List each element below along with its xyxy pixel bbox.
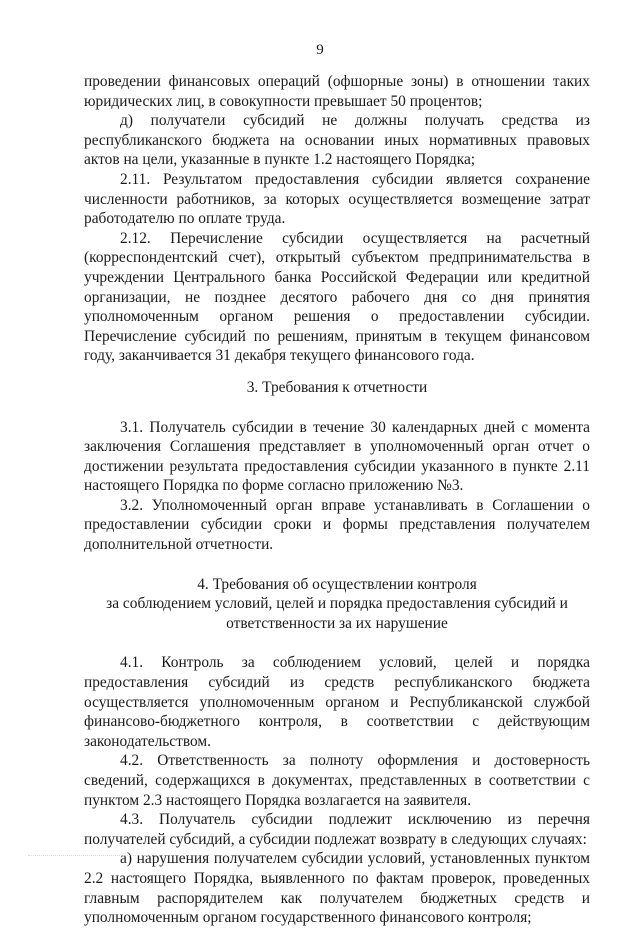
section-4-heading-line-3: ответственности за их нарушение <box>226 614 448 632</box>
document-body <box>84 72 590 928</box>
paragraph-3-2: 3.2. Уполномоченный орган вправе устанавливать в Соглашении о предоставлении субсидии сроки и формы представления получателем дополнительной отчетности. <box>84 496 590 554</box>
paragraph-offshore-continuation: проведении финансовых операций (офшорные зоны) в отношении таких юридических лиц, в совокупности превышает 50 процентов; <box>84 73 590 110</box>
section-4-heading-line-1: 4. Требования об осуществлении контроля <box>197 575 477 593</box>
scan-artifact-left <box>28 855 148 860</box>
page-number: 9 <box>316 42 324 58</box>
paragraph-2-12: 2.12. Перечисление субсидии осуществляется на расчетный (корреспондентский счет), открытый субъектом предпринимательства в учреждении Центрального банка Российской Федерации или кредитной организации, не позднее десятого рабочего дня со дня принятия уполномоченным органом решения о предоставлении субсидии. Перечисление субсидий по решениям, принятым в текущем финансовом году, заканчивается 31 декабря текущего финансового года. <box>84 229 590 365</box>
section-4-heading-line-2: за соблюдением условий, целей и порядка предоставления субсидий и <box>106 595 568 613</box>
paragraph-item-d: д) получатели субсидий не должны получать средства из республиканского бюджета на основании иных нормативных правовых актов на цели, указанные в пункте 1.2 настоящего Порядка; <box>84 112 590 169</box>
scan-artifact-right <box>560 855 580 860</box>
section-3-heading: 3. Требования к отчетности <box>246 378 428 396</box>
spacer <box>84 633 590 653</box>
paragraph-2-11: 2.11. Результатом предоставления субсидии является сохранение численности работников, за которых осуществляется возмещение затрат работодателю по оплате труда. <box>84 170 590 228</box>
paragraph-4-3-a: а) нарушения получателем субсидии условий, установленных пунктом 2.2 настоящего Порядка, выявленного по фактам проверок, проведенных главным распорядителем как получателем бюджетных средств и уполномоченным органом государственного финансового контроля; <box>84 850 590 927</box>
paragraph-4-1: 4.1. Контроль за соблюдением условий, целей и порядка предоставления субсидий из средств республиканского бюджета осуществляется уполномоченным органом и Республиканской службой финансово-бюджетного контроля, в соответствии с действующим законодательством. <box>84 654 590 750</box>
paragraph-4-2: 4.2. Ответственность за полноту оформления и достоверность сведений, содержащихся в документах, представленных в соответствии с пунктом 2.3 настоящего Порядка возлагается на заявителя. <box>84 752 590 809</box>
spacer <box>84 398 590 418</box>
spacer <box>84 555 590 575</box>
paragraph-3-1: 3.1. Получатель субсидии в течение 30 календарных дней с момента заключения Соглашения представляет в уполномоченный орган отчет о достижении результата предоставления субсидии указанного в пункте 2.11 настоящего Порядка по форме согласно приложению №3. <box>84 418 590 495</box>
spacer <box>84 366 590 378</box>
paragraph-4-3: 4.3. Получатель субсидии подлежит исключению из перечня получателей субсидий, а субсидии подлежат возврату в следующих случаях: <box>84 811 590 848</box>
